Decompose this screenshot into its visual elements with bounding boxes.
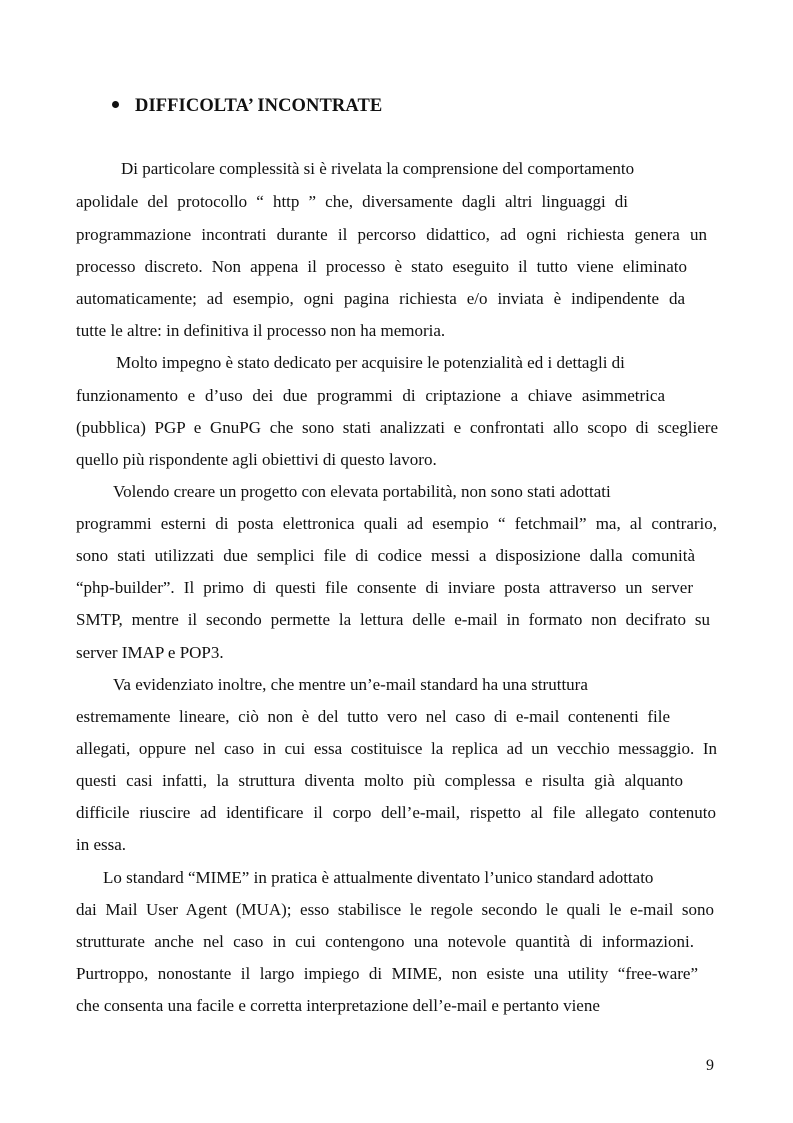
paragraph-line: Volendo creare un progetto con elevata portabilità, non sono stati adottati xyxy=(113,482,611,501)
paragraph-line: processo discreto. Non appena il processo è stato eseguito il tutto viene eliminato xyxy=(76,257,687,276)
paragraph-line: Lo standard “MIME” in pratica è attualmente diventato l’unico standard adottato xyxy=(103,868,654,887)
paragraph-line: SMTP, mentre il secondo permette la lettura delle e-mail in formato non decifrato su xyxy=(76,610,710,629)
paragraph-line: che consenta una facile e corretta interpretazione dell’e-mail e pertanto viene xyxy=(76,996,600,1015)
paragraph-line: quello più rispondente agli obiettivi di questo lavoro. xyxy=(76,450,437,469)
page-number: 9 xyxy=(706,1057,714,1074)
paragraph-line: difficile riuscire ad identificare il corpo dell’e-mail, rispetto al file allegato contenuto xyxy=(76,803,716,822)
bullet-icon xyxy=(112,101,119,108)
paragraph-line: Va evidenziato inoltre, che mentre un’e-mail standard ha una struttura xyxy=(113,675,588,694)
paragraph-line: funzionamento e d’uso dei due programmi di criptazione a chiave asimmetrica xyxy=(76,386,665,405)
section-heading xyxy=(112,96,382,117)
paragraph-line: automaticamente; ad esempio, ogni pagina richiesta e/o inviata è indipendente da xyxy=(76,289,685,308)
paragraph-line: in essa. xyxy=(76,835,127,854)
paragraph-line: programmi esterni di posta elettronica quali ad esempio “ fetchmail” ma, al contrario, xyxy=(76,514,717,533)
paragraph-line: tutte le altre: in definitiva il processo non ha memoria. xyxy=(76,321,446,340)
paragraph-line: questi casi infatti, la struttura diventa molto più complessa e risulta già alquanto xyxy=(76,771,683,790)
section-heading-text: DIFFICOLTA’ INCONTRATE xyxy=(135,96,383,116)
paragraph-line: sono stati utilizzati due semplici file di codice messi a disposizione dalla comunità xyxy=(76,546,695,565)
paragraph-line: “php-builder”. Il primo di questi file consente di inviare posta attraverso un server xyxy=(76,578,693,597)
paragraph-line: server IMAP e POP3. xyxy=(76,643,224,662)
paragraph-line: apolidale del protocollo “ http ” che, diversamente dagli altri linguaggi di xyxy=(76,192,628,211)
paragraph-line: programmazione incontrati durante il percorso didattico, ad ogni richiesta genera un xyxy=(76,225,707,244)
paragraph-line: dai Mail User Agent (MUA); esso stabilisce le regole secondo le quali le e-mail sono xyxy=(76,900,714,919)
paragraph-line: Di particolare complessità si è rivelata la comprensione del comportamento xyxy=(121,159,635,178)
paragraph-line: Purtroppo, nonostante il largo impiego di MIME, non esiste una utility “free-ware” xyxy=(76,964,698,983)
paragraph-line: allegati, oppure nel caso in cui essa costituisce la replica ad un vecchio messaggio. In xyxy=(76,739,717,758)
paragraph-line: strutturate anche nel caso in cui contengono una notevole quantità di informazioni. xyxy=(76,932,694,951)
paragraph-line: Molto impegno è stato dedicato per acquisire le potenzialità ed i dettagli di xyxy=(116,353,625,372)
paragraph-line: estremamente lineare, ciò non è del tutto vero nel caso di e-mail contenenti file xyxy=(76,707,670,726)
paragraph-line: (pubblica) PGP e GnuPG che sono stati analizzati e confrontati allo scopo di scegliere xyxy=(76,418,718,437)
